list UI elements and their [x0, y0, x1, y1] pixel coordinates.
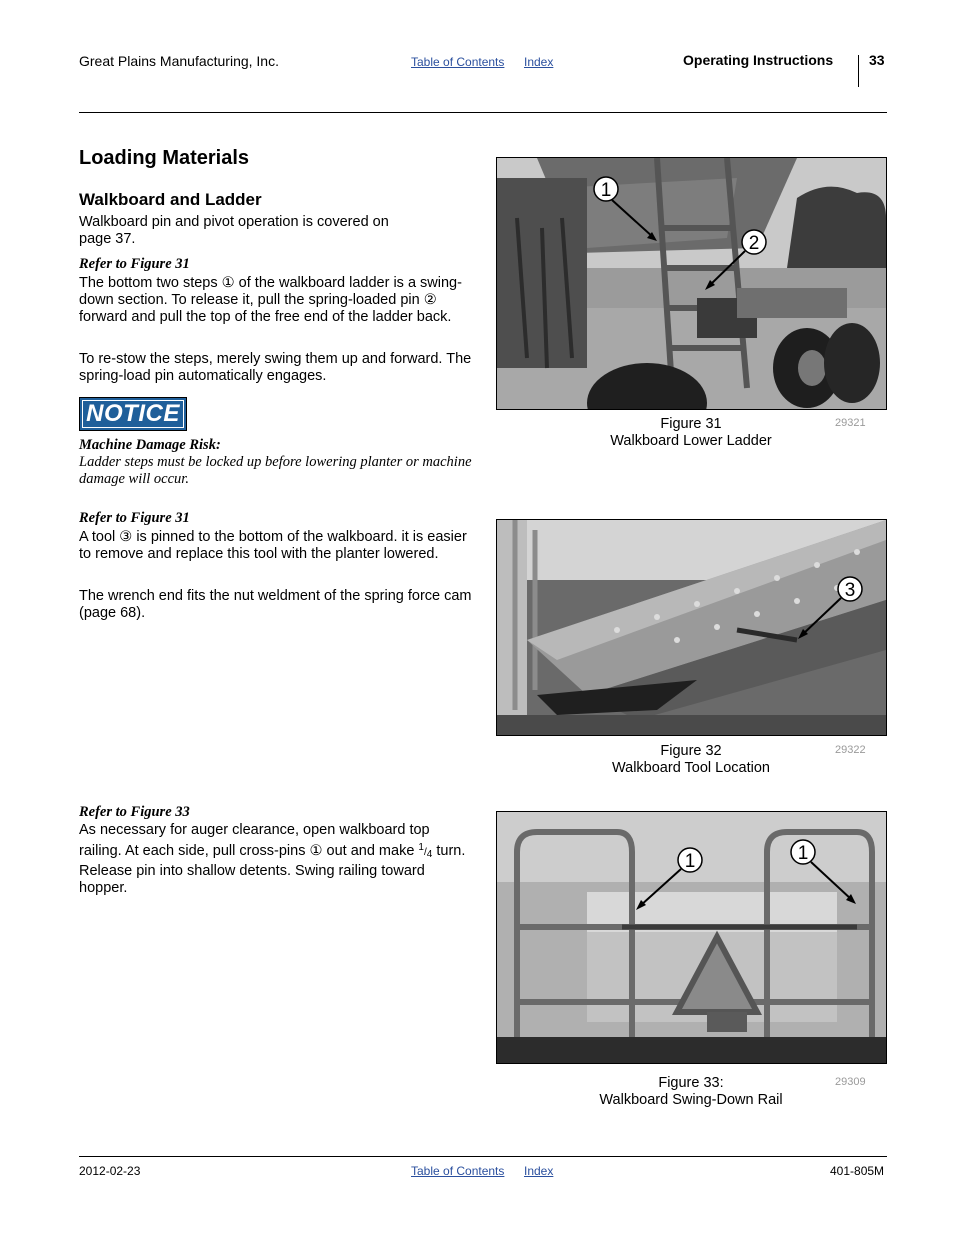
callout-1a: 1: [684, 851, 696, 872]
figure-reference: Refer to Figure 31: [79, 256, 190, 272]
intro-paragraph: Walkboard pin and pivot operation is covered on page 37.: [79, 214, 389, 247]
figure-33-label: Figure 33:: [658, 1075, 724, 1091]
figure-33-caption: [586, 1075, 796, 1109]
header-toc-link[interactable]: Table of Contents: [411, 55, 505, 69]
header-rule: [79, 112, 887, 113]
quarter-fraction: $^1/_4$: [418, 842, 433, 860]
restow-paragraph: To re-stow the steps, merely swing them up and forward. The spring-load pin automatically engages.: [79, 351, 472, 384]
tool-paragraph: A tool ③ is pinned to the bottom of the walkboard. it is easier to remove and replace this tool with the planter lowered.: [79, 529, 467, 562]
railing-text-a: As necessary for auger clearance, open walkboard top railing. At each side, pull cross-pins ① out and make: [79, 822, 430, 859]
figure-31-label: Figure 31: [660, 416, 722, 432]
walkboard-ladder-photo: [496, 157, 887, 410]
figure-32-title: Walkboard Tool Location: [612, 760, 770, 776]
figure-31-number: 29321: [835, 417, 866, 429]
figure-33-title: Walkboard Swing-Down Rail: [599, 1092, 783, 1108]
footer-date: 2012-02-23: [79, 1164, 141, 1178]
header-divider: [858, 55, 859, 87]
wrench-paragraph: The wrench end fits the nut weldment of the spring force cam (page 68).: [79, 588, 472, 621]
figure-32-number: 29322: [835, 744, 866, 756]
figure-reference: Refer to Figure 33: [79, 804, 190, 820]
section-title: Operating Instructions: [683, 52, 834, 68]
figure-33-number: 29309: [835, 1076, 866, 1088]
risk-title: Machine Damage Risk:: [79, 437, 221, 453]
company-name: Great Plains Manufacturing, Inc.: [79, 53, 279, 69]
callout-2: 2: [748, 233, 760, 254]
notice-label: [79, 397, 187, 431]
footer-toc-link[interactable]: Table of Contents: [411, 1164, 505, 1178]
figure-31-title: Walkboard Lower Ladder: [610, 433, 772, 449]
footer-rule: [79, 1156, 887, 1157]
footer-doc-number: 401-805M: [830, 1164, 885, 1178]
figure-reference: Refer to Figure 31: [79, 510, 190, 526]
callout-3: 3: [844, 580, 856, 601]
swing-down-rail-photo: [496, 811, 887, 1064]
header-index-link[interactable]: Index: [524, 55, 554, 69]
subsection-title: Walkboard and Ladder: [79, 190, 262, 209]
page-title: Loading Materials: [79, 147, 250, 169]
figure-31-caption: [586, 416, 796, 450]
footer-index-link[interactable]: Index: [524, 1164, 554, 1178]
ladder-paragraph: The bottom two steps ① of the walkboard ladder is a swing-down section. To release it, pull the spring-loaded pin ② forward and pull the top of the free end of the ladder back.: [79, 275, 462, 325]
walkboard-tool-photo: [496, 519, 887, 736]
callout-1b: 1: [797, 843, 809, 864]
risk-text: Ladder steps must be locked up before lowering planter or machine damage will occur.: [79, 454, 472, 487]
figure-32-caption: [586, 743, 796, 777]
callout-1: 1: [600, 180, 612, 201]
page-number: 33: [869, 52, 885, 68]
notice-text: NOTICE: [82, 400, 184, 428]
railing-text-b: turn. Release pin into shallow detents. Swing railing toward hopper.: [79, 843, 466, 896]
railing-paragraph: [79, 822, 469, 897]
figure-32-label: Figure 32: [660, 743, 722, 759]
